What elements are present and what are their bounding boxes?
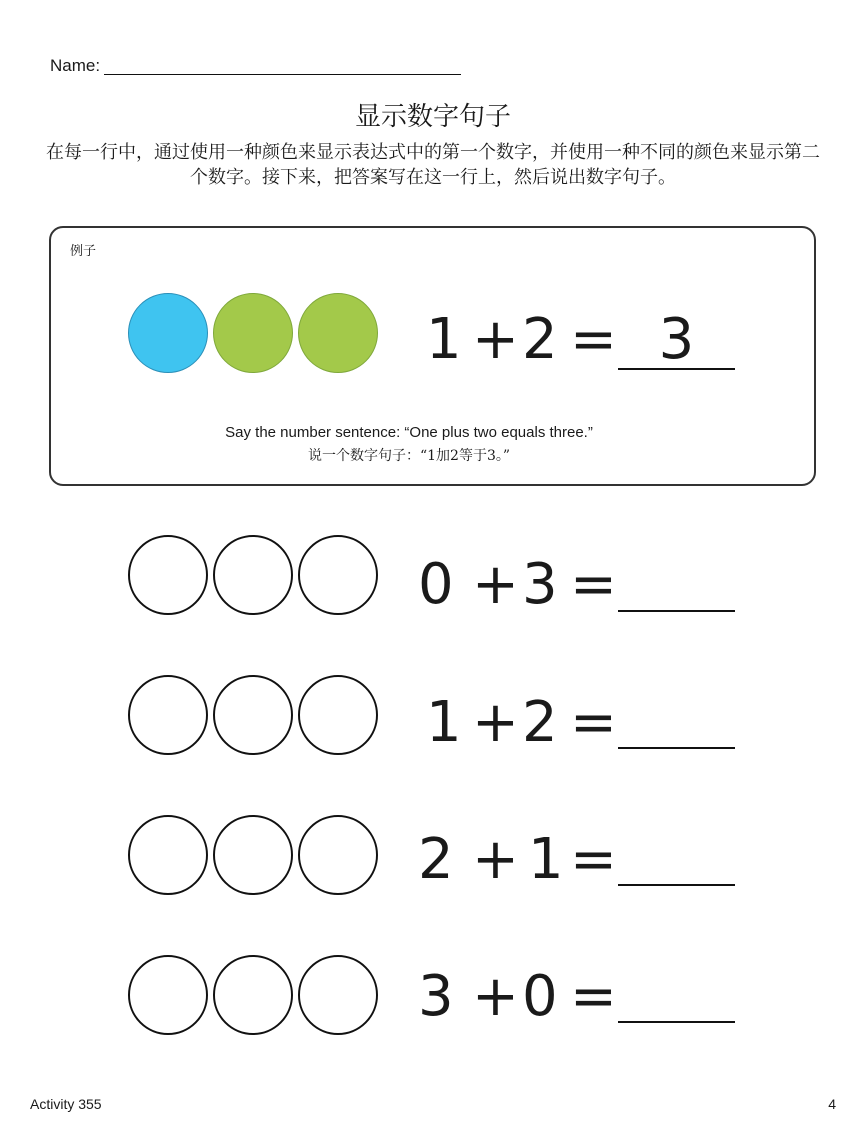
example-circle-1	[128, 293, 208, 373]
equation-first-number: 1	[426, 690, 462, 755]
equation-equals: =	[570, 964, 617, 1029]
problem-2-answer-line[interactable]	[618, 747, 735, 749]
equation-second-number: 2	[522, 690, 558, 755]
example-circle-3	[298, 293, 378, 373]
say-sentence-english: Say the number sentence: “One plus two equals three.”	[225, 424, 593, 441]
equation-equals: =	[570, 307, 617, 372]
equation-equals: =	[570, 552, 617, 617]
example-answer-line	[618, 368, 735, 370]
equation-operator: +	[472, 307, 519, 372]
activity-number: Activity 355	[30, 1096, 102, 1112]
equation-second-number: 1	[528, 827, 564, 892]
equation-second-number: 2	[522, 307, 558, 372]
page-number: 4	[828, 1096, 836, 1112]
equation-first-number: 3	[418, 964, 454, 1029]
problem-3-circle-1[interactable]	[128, 815, 208, 895]
problem-4-circle-3[interactable]	[298, 955, 378, 1035]
name-field-line[interactable]	[104, 74, 461, 75]
example-answer: 3	[658, 307, 695, 372]
name-label: Name:	[50, 56, 101, 75]
page-title: 显示数字句子	[354, 102, 511, 132]
equation-operator: +	[472, 964, 519, 1029]
problem-2-circle-3[interactable]	[298, 675, 378, 755]
equation-second-number: 0	[522, 964, 558, 1029]
example-label: 例子	[70, 244, 97, 259]
equation-first-number: 1	[426, 307, 462, 372]
problem-4-circle-1[interactable]	[128, 955, 208, 1035]
equation-operator: +	[472, 827, 519, 892]
problem-3-circle-2[interactable]	[213, 815, 293, 895]
problem-2-circle-1[interactable]	[128, 675, 208, 755]
problem-4-answer-line[interactable]	[618, 1021, 735, 1023]
equation-equals: =	[570, 827, 617, 892]
problem-1-circle-2[interactable]	[213, 535, 293, 615]
problem-1-circle-1[interactable]	[128, 535, 208, 615]
equation-first-number: 0	[418, 552, 454, 617]
equation-operator: +	[472, 552, 519, 617]
equation-second-number: 3	[522, 552, 558, 617]
problem-1-circle-3[interactable]	[298, 535, 378, 615]
example-circle-2	[213, 293, 293, 373]
problem-3-answer-line[interactable]	[618, 884, 735, 886]
equation-equals: =	[570, 690, 617, 755]
say-sentence-chinese: 说一个数字句子：“1加2等于3。”	[307, 448, 511, 464]
equation-first-number: 2	[418, 827, 454, 892]
problem-3-circle-3[interactable]	[298, 815, 378, 895]
problem-4-circle-2[interactable]	[213, 955, 293, 1035]
equation-operator: +	[472, 690, 519, 755]
instructions: 在每一行中，通过使用一种颜色来显示表达式中的第一个数字，并使用一种不同的颜色来显示第二个数字。接下来，把答案写在这一行上，然后说出数字句子。	[46, 142, 820, 188]
problem-1-answer-line[interactable]	[618, 610, 735, 612]
problem-2-circle-2[interactable]	[213, 675, 293, 755]
